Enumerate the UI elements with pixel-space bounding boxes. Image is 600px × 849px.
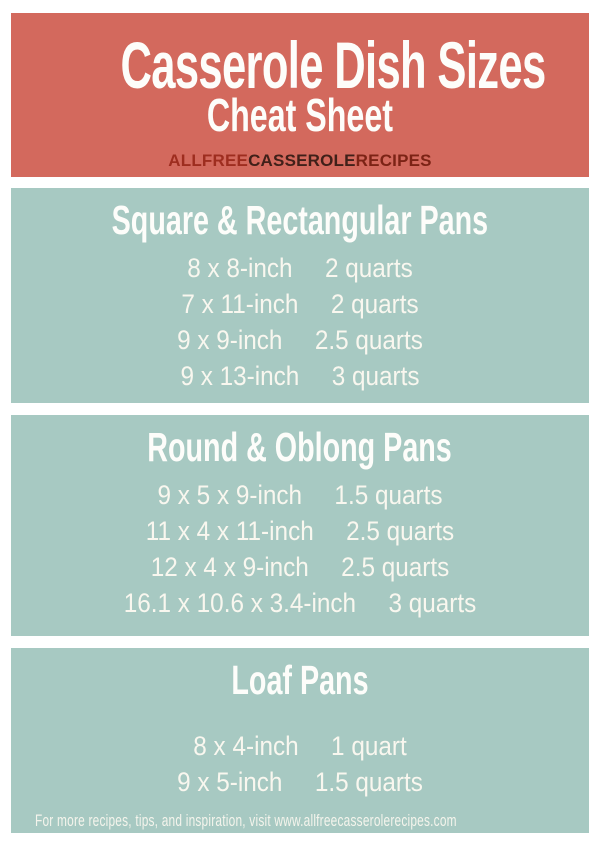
pan-size-row (40, 250, 560, 286)
pan-dimensions: 9 x 13-inch (180, 361, 300, 391)
brand-logo-casserole: CASSEROLE (248, 151, 356, 170)
pan-dimensions: 16.1 x 10.6 x 3.4-inch (123, 588, 357, 618)
section-heading (11, 659, 589, 701)
pan-dimensions: 11 x 4 x 11-inch (145, 516, 314, 546)
section-heading-text: Loaf Pans (231, 657, 369, 703)
pan-size-row (40, 764, 560, 800)
brand-logo (11, 151, 589, 171)
pan-dimensions: 8 x 8-inch (187, 253, 293, 283)
pan-size-row (40, 322, 560, 358)
pan-size-row (40, 728, 560, 764)
header-panel (11, 13, 589, 177)
pan-size-row (40, 513, 560, 549)
pan-size-row (40, 358, 560, 394)
page-subtitle (11, 89, 589, 141)
pan-dimensions: 9 x 5-inch (177, 767, 283, 797)
section-square-rectangular-pans (11, 188, 589, 403)
pan-dimensions: 9 x 9-inch (177, 325, 283, 355)
pan-size-table (11, 250, 589, 394)
section-round-oblong-pans (11, 415, 589, 636)
pan-capacity: 2 quarts (330, 289, 419, 319)
pan-capacity: 3 quarts (331, 361, 420, 391)
pan-size-row (40, 286, 560, 322)
pan-size-table (11, 477, 589, 621)
section-heading (11, 426, 589, 468)
brand-logo-recipes: RECIPES (355, 151, 432, 170)
pan-capacity: 2 quarts (324, 253, 413, 283)
section-heading-text: Round & Oblong Pans (147, 424, 453, 470)
pan-capacity: 2.5 quarts (341, 552, 450, 582)
brand-logo-allfree: ALLFREE (168, 151, 249, 170)
pan-size-row (40, 585, 560, 621)
section-heading (11, 199, 589, 241)
pan-capacity: 2.5 quarts (346, 516, 455, 546)
pan-size-table (11, 728, 589, 800)
pan-size-row (40, 477, 560, 513)
pan-size-row (40, 549, 560, 585)
pan-capacity: 1.5 quarts (334, 480, 443, 510)
page-title-text: Casserole Dish Sizes (120, 28, 546, 102)
pan-capacity: 1 quart (331, 731, 407, 761)
pan-capacity: 1.5 quarts (314, 767, 423, 797)
pan-dimensions: 12 x 4 x 9-inch (150, 552, 309, 582)
pan-dimensions: 9 x 5 x 9-inch (157, 480, 303, 510)
pan-dimensions: 8 x 4-inch (193, 731, 299, 761)
pan-capacity: 2.5 quarts (314, 325, 423, 355)
pan-dimensions: 7 x 11-inch (181, 289, 299, 319)
section-heading-text: Square & Rectangular Pans (111, 197, 489, 243)
pan-capacity: 3 quarts (388, 588, 477, 618)
page-subtitle-text: Cheat Sheet (206, 89, 394, 141)
footer-note: For more recipes, tips, and inspiration, visit www.allfreecasserolerecipes.com (35, 811, 457, 830)
section-loaf-pans (11, 648, 589, 833)
